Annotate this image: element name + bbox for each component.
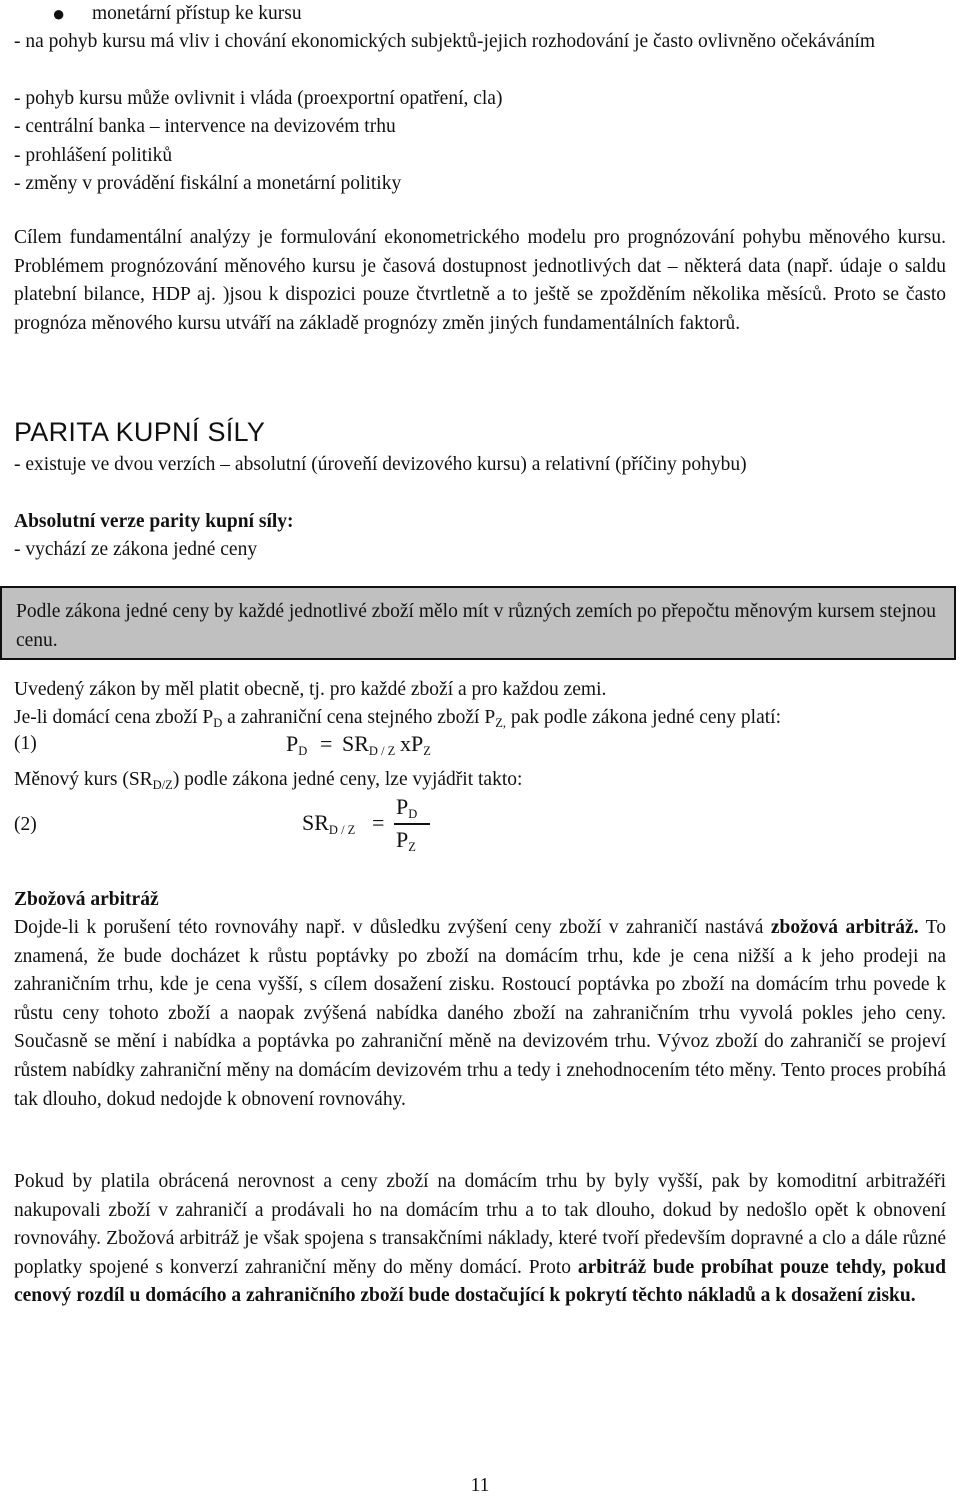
rate-line: Měnový kurs $(SR_{D/Z})$ podle zákona jedné ceny, lze vyjádřit takto:: [14, 769, 523, 792]
section-heading: PARITA KUPNÍ SÍLY: [14, 417, 266, 447]
arbitrage-paragraph-2: Pokud by platila obrácená nerovnost a ceny zboží na domácím trhu by byly vyšší, pak by komoditní arbitražéři nakupovali zboží v zahraničí a prodávali ho na domácím trhu a to tak dlouho, dokud by nedošlo opět k obnovení rovnováhy. Zbožová arbitráž je však spojena s transakčními náklady, které tvoří především dopravné a clo a dále různé poplatky spojené s konverzí zahraniční měny do měny domácí. Proto arbitráž bude probíhat pouze tehdy, pokud cenový rozdíl u domácího a zahraničního zboží bude dostačující k pokrytí těchto nákladů a k dosažení zisku.: [14, 1171, 946, 1307]
bullet-icon: ●: [52, 1, 66, 26]
eq1-sr: $SR_{D / Z}$: [342, 731, 396, 758]
intro-paragraph: Cílem fundamentální analýzy je formulování ekonometrického modelu pro prognózování pohybu měnového kursu. Problémem prognózování měnového kursu je časová dostupnost jednotlivých dat – některá data (např. údaje o saldu platební bilance, HDP aj. )jsou k dispozici pouze čtvrtletně a to ještě se zpožděním několika měsíců. Proto se často prognóza měnového kursu utváří na základě prognózy změn jiných fundamentálních faktorů.: [14, 227, 946, 334]
subheading: Absolutní verze parity kupní síly:: [14, 511, 294, 532]
eq1-lhs: $P_D$: [286, 731, 308, 758]
eq2-numerator: $P_D$: [396, 794, 418, 821]
arbitrage-paragraph-1: Dojde-li k porušení této rovnováhy např. v důsledku zvýšení ceny zboží v zahraničí nastává zbožová arbitráž. To znamená, že bude docházet k růstu poptávky po zboží na domácím trhu, kde je cena nižší a k jeho prodeji na zahraničním trhu, kde je cena vyšší, s cílem dosažení zisku. Rostoucí poptávka po zboží na domácím trhu povede k růstu ceny tohoto zboží a naopak zvýšená nabídka daného zboží na zahraničním trhu vyvolá pokles jeho ceny. Současně se mění i nabídka a poptávka po zahraniční měně na devizovém trhu. Vývoz zboží do zahraničí se projeví růstem nabídky zahraniční měny na domácím devizovém trhu a tedy i znehodnocením této měny. Tento proces probíhá tak dlouho, dokud nedojde k obnovení rovnováhy.: [14, 917, 946, 1110]
dash-item-1: - na pohyb kursu má vliv i chování ekonomických subjektů-jejich rozhodování je často ovlivněno očekáváním: [14, 31, 876, 52]
definition-box: [0, 586, 956, 660]
eq1-rhs: $xP_Z$: [400, 731, 431, 758]
law-line: Uvedený zákon by měl platit obecně, tj. pro každé zboží a pro každou zemi.: [14, 679, 607, 700]
dash-item-2: - pohyb kursu může ovlivnit i vláda (proexportní opatření, cla): [14, 88, 503, 109]
eq2-equals: =: [372, 810, 385, 835]
eq1-equals: =: [320, 731, 333, 756]
eq2-label: (2): [14, 814, 37, 835]
eq2-denominator: $P_Z$: [396, 827, 416, 854]
bullet-item: [0, 0, 960, 30]
dash-item-4: - prohlášení politiků: [14, 145, 173, 166]
dash-item-3: - centrální banka – intervence na devizovém trhu: [14, 116, 396, 137]
definition-text: Podle zákona jedné ceny by každé jednotlivé zboží mělo mít v různých zemích po přepočtu měnovým kursem stejnou cenu.: [16, 601, 937, 651]
bullet-title: monetární přístup ke kursu: [92, 3, 302, 24]
page-number: 11: [470, 1475, 490, 1496]
arbitrage-heading: Zbožová arbitráž: [14, 889, 159, 910]
dash-item-5: - změny v provádění fiskální a monetární politiky: [14, 173, 402, 194]
fraction-line: [394, 823, 430, 825]
version-item: - existuje ve dvou verzích – absolutní (úroveňí devizového kursu) a relativní (příčiny pohybu): [14, 454, 747, 475]
eq1-label: (1): [14, 733, 37, 754]
price-line: Je-li domácí cena zboží $P_D$ a zahraniční cena stejného zboží $P_{Z,}$ pak podle zákona jedné ceny platí:: [14, 707, 782, 730]
law-item: - vychází ze zákona jedné ceny: [14, 539, 258, 560]
eq2-sr: $SR_{D / Z}$: [302, 810, 356, 837]
